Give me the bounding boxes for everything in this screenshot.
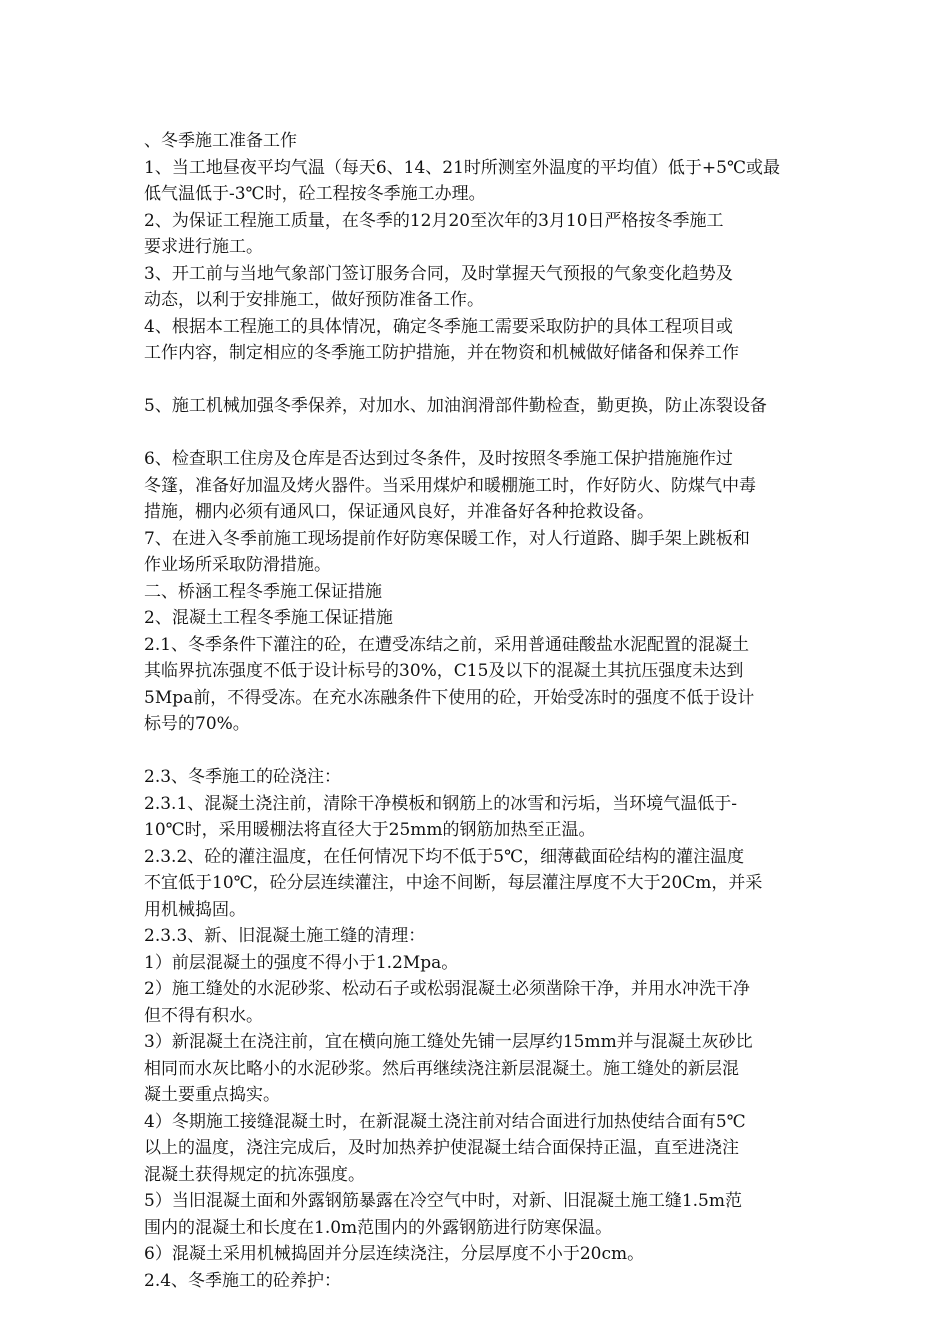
paragraph-line: 1、当工地昼夜平均气温（每天6、14、21时所测室外温度的平均值）低于+5℃或最 [144, 157, 780, 178]
subsection-heading-joint-cleaning: 2.3.3、新、旧混凝土施工缝的清理： [144, 926, 426, 946]
document-body [144, 128, 812, 1294]
paragraph-line: 用机械捣固。 [144, 899, 246, 920]
list-item-line: 4）冬期施工接缝混凝土时，在新混凝土浇注前对结合面进行加热使结合面有5℃ [144, 1111, 746, 1132]
paragraph-line: 2.3.1、混凝土浇注前，清除干净模板和钢筋上的冰雪和污垢，当环境气温低于- [144, 793, 737, 814]
blank-line [144, 420, 812, 447]
section-heading-winter-preparation: 、冬季施工准备工作 [144, 131, 297, 151]
paragraph-line: 其临界抗冻强度不低于设计标号的30%，C15及以下的混凝土其抗压强度未达到 [144, 661, 744, 681]
list-item-line: 围内的混凝土和长度在1.0m范围内的外露钢筋进行防寒保温。 [144, 1217, 613, 1238]
paragraph-line: 3、开工前与当地气象部门签订服务合同，及时掌握天气预报的气象变化趋势及 [144, 263, 733, 284]
list-item-line: 5）当旧混凝土面和外露钢筋暴露在冷空气中时，对新、旧混凝土施工缝1.5m范 [144, 1191, 742, 1211]
list-item-line: 以上的温度，浇注完成后，及时加热养护使混凝土结合面保持正温，直至进浇注 [144, 1138, 739, 1158]
paragraph-line: 2、为保证工程施工质量，在冬季的12月20至次年的3月10日严格按冬季施工 [144, 210, 724, 231]
paragraph-line: 5、施工机械加强冬季保养，对加水、加油润滑部件勤检查，勤更换，防止冻裂设备 [144, 396, 767, 416]
paragraph-line: 5Mpa前，不得受冻。在充水冻融条件下使用的砼，开始受冻时的强度不低于设计 [144, 687, 755, 708]
paragraph-line: 2.3.2、砼的灌注温度，在任何情况下均不低于5℃，细薄截面砼结构的灌注温度 [144, 846, 745, 867]
paragraph-line: 工作内容，制定相应的冬季施工防护措施，并在物资和机械做好储备和保养工作 [144, 343, 739, 363]
blank-line [144, 367, 812, 394]
paragraph-line: 要求进行施工。 [144, 237, 263, 257]
blank-line [144, 738, 812, 765]
paragraph-line: 动态，以利于安排施工，做好预防准备工作。 [144, 290, 484, 310]
paragraph-line: 低气温低于-3℃时，砼工程按冬季施工办理。 [144, 184, 486, 204]
section-heading-bridge-culvert: 二、桥涵工程冬季施工保证措施 [144, 581, 382, 602]
list-item-line: 凝土要重点捣实。 [144, 1085, 280, 1105]
list-item-line: 3）新混凝土在浇注前，宜在横向施工缝处先铺一层厚约15mm并与混凝土灰砂比 [144, 1032, 753, 1052]
subsection-heading-concrete: 2、混凝土工程冬季施工保证措施 [144, 608, 393, 628]
paragraph-line: 6、检查职工住房及仓库是否达到过冬条件，及时按照冬季施工保护措施施作过 [144, 449, 733, 469]
list-item-line: 2）施工缝处的水泥砂浆、松动石子或松弱混凝土必须凿除干净，并用水冲洗干净 [144, 979, 750, 999]
list-item-line: 但不得有积水。 [144, 1005, 263, 1026]
paragraph-line: 作业场所采取防滑措施。 [144, 555, 331, 575]
paragraph-line: 4、根据本工程施工的具体情况，确定冬季施工需要采取防护的具体工程项目或 [144, 316, 733, 337]
paragraph-line: 不宜低于10℃，砼分层连续灌注，中途不间断，每层灌注厚度不大于20Cm，并采 [144, 873, 763, 893]
list-item-line: 6）混凝土采用机械捣固并分层连续浇注，分层厚度不小于20cm。 [144, 1244, 645, 1264]
subsection-heading-pouring: 2.3、冬季施工的砼浇注： [144, 767, 342, 787]
list-item-line: 1）前层混凝土的强度不得小于1.2Mpa。 [144, 952, 459, 973]
subsection-heading-curing: 2.4、冬季施工的砼养护： [144, 1270, 342, 1291]
paragraph-line: 措施，棚内必须有通风口，保证通风良好，并准备好各种抢救设备。 [144, 502, 654, 522]
list-item-line: 混凝土获得规定的抗冻强度。 [144, 1164, 365, 1185]
paragraph-line: 10℃时，采用暖棚法将直径大于25mm的钢筋加热至正温。 [144, 820, 596, 840]
paragraph-line: 标号的70%。 [144, 714, 250, 734]
paragraph-line: 冬篷，准备好加温及烤火器件。当采用煤炉和暖棚施工时，作好防火、防煤气中毒 [144, 475, 756, 496]
paragraph-line: 2.1、冬季条件下灌注的砼，在遭受冻结之前，采用普通硅酸盐水泥配置的混凝土 [144, 634, 750, 655]
list-item-line: 相同而水灰比略小的水泥砂浆。然后再继续浇注新层混凝土。施工缝处的新层混 [144, 1058, 739, 1079]
paragraph-line: 7、在进入冬季前施工现场提前作好防寒保暖工作，对人行道路、脚手架上跳板和 [144, 528, 750, 549]
